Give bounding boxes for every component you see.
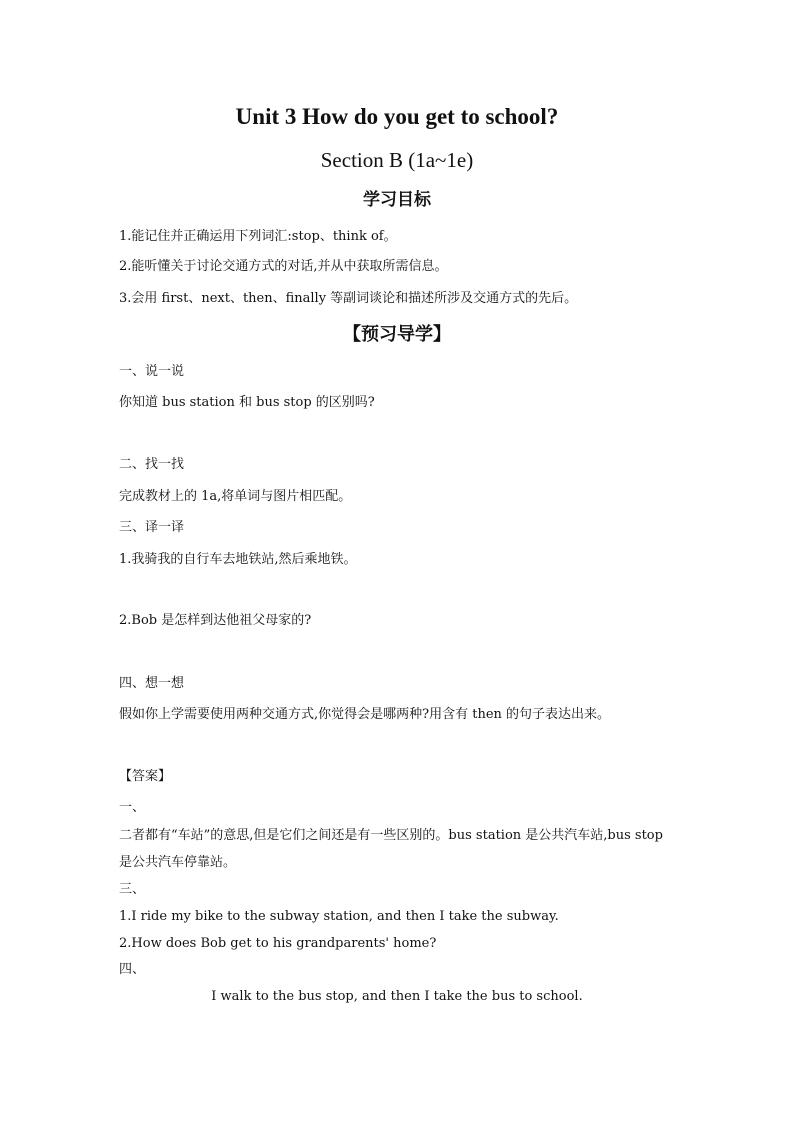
answer-1-line-2: 是公共汽车停靠站。 bbox=[119, 855, 237, 870]
goal-item-2: 2.能听懂关于讨论交通方式的对话,并从中获取所需信息。 bbox=[119, 259, 448, 274]
answer-4-text: I walk to the bus stop, and then I take the bus to school. bbox=[211, 989, 583, 1004]
page-subtitle: Section B (1a~1e) bbox=[320, 148, 474, 172]
answer-4-label: 四、 bbox=[119, 962, 146, 977]
goal-item-3: 3.会用 first、next、then、finally 等副词谈论和描述所涉及交通方式的先后。 bbox=[119, 291, 578, 306]
answers-heading: 【答案】 bbox=[119, 769, 172, 784]
answer-3-item-1: 1.I ride my bike to the subway station, and then I take the subway. bbox=[119, 909, 559, 924]
section-4-text: 假如你上学需要使用两种交通方式,你觉得会是哪两种?用含有 then 的句子表达出来。 bbox=[119, 707, 611, 722]
section-2-label: 二、找一找 bbox=[119, 457, 185, 472]
answer-3-label: 三、 bbox=[119, 882, 146, 897]
page-title: Unit 3 How do you get to school? bbox=[235, 104, 559, 129]
section-3-question-1: 1.我骑我的自行车去地铁站,然后乘地铁。 bbox=[119, 552, 357, 567]
answer-1-label: 一、 bbox=[119, 800, 146, 815]
section-2-text: 完成教材上的 1a,将单词与图片相匹配。 bbox=[119, 489, 352, 504]
answer-1-line-1: 二者都有“车站”的意思,但是它们之间还是有一些区别的。bus station 是公共汽车站,bus stop bbox=[119, 828, 663, 843]
preview-heading: 【预习导学】 bbox=[343, 324, 451, 345]
goal-item-1: 1.能记住并正确运用下列词汇:stop、think of。 bbox=[119, 229, 397, 244]
goals-heading: 学习目标 bbox=[363, 190, 431, 210]
section-3-question-2: 2.Bob 是怎样到达他祖父母家的? bbox=[119, 613, 312, 628]
section-4-label: 四、想一想 bbox=[119, 676, 185, 691]
answer-3-item-2: 2.How does Bob get to his grandparents' home? bbox=[119, 936, 437, 951]
section-1-text: 你知道 bus station 和 bus stop 的区别吗? bbox=[119, 395, 375, 410]
section-1-label: 一、说一说 bbox=[119, 364, 185, 379]
section-3-label: 三、译一译 bbox=[119, 520, 185, 535]
